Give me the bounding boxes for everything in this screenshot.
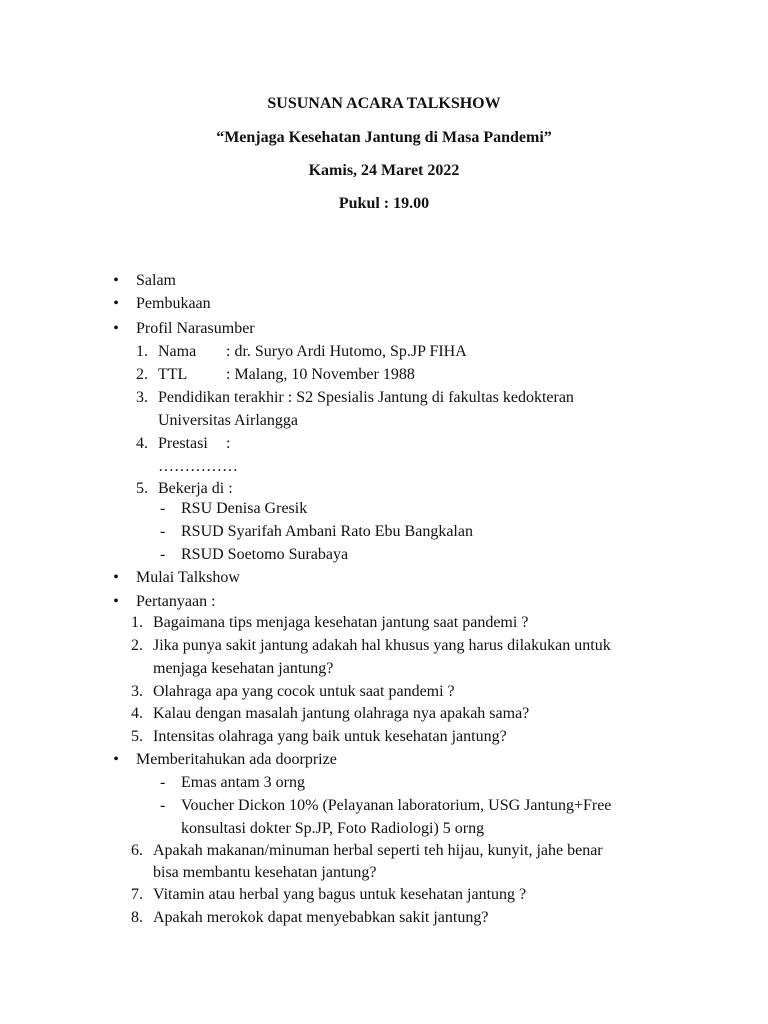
document-title: SUSUNAN ACARA TALKSHOW	[267, 95, 501, 112]
question-text: Jika punya sakit jantung adakah hal khusus yang harus dilakukan untuk	[153, 637, 611, 654]
profile-label: TTL	[158, 366, 188, 383]
event-time: Pukul : 19.00	[338, 195, 430, 212]
list-number: 4.	[131, 705, 143, 722]
question-text: Apakah makanan/minuman herbal seperti teh hijau, kunyit, jahe benar	[153, 842, 603, 859]
profile-label: Prestasi	[158, 435, 208, 452]
bullet-icon: •	[113, 593, 119, 610]
list-number: 4.	[136, 435, 148, 452]
list-number: 7.	[131, 886, 143, 903]
question-text: menjaga kesehatan jantung?	[153, 660, 334, 677]
agenda-item-label: Salam	[136, 272, 176, 289]
profile-value: ……………	[158, 458, 238, 475]
profile-colon: :	[226, 435, 231, 452]
prize-text: Voucher Dickon 10% (Pelayanan laboratorium, USG Jantung+Free	[181, 797, 612, 814]
question-text: Bagaimana tips menjaga kesehatan jantung saat pandemi ?	[153, 614, 529, 631]
question-text: Kalau dengan masalah jantung olahraga nya apakah sama?	[153, 705, 530, 722]
workplace-name: RSU Denisa Gresik	[181, 500, 308, 517]
agenda-item-label: Mulai Talkshow	[136, 569, 240, 586]
profile-text: Pendidikan terakhir : S2 Spesialis Jantung di fakultas kedokteran	[158, 389, 574, 406]
dash-marker: -	[160, 546, 166, 563]
workplace-name: RSUD Syarifah Ambani Rato Ebu Bangkalan	[181, 523, 473, 540]
list-number: 3.	[136, 389, 148, 406]
agenda-item-label: Profil Narasumber	[136, 320, 255, 337]
agenda-item-label: Memberitahukan ada doorprize	[136, 751, 337, 768]
dash-marker: -	[160, 500, 166, 517]
profile-label: Nama	[158, 343, 197, 360]
dash-marker: -	[160, 774, 166, 791]
bullet-icon: •	[113, 295, 119, 312]
list-number: 8.	[131, 909, 143, 926]
question-text: Olahraga apa yang cocok untuk saat pandemi ?	[153, 683, 455, 700]
dash-marker: -	[160, 523, 166, 540]
bullet-icon: •	[113, 569, 119, 586]
question-text: Apakah merokok dapat menyebabkan sakit jantung?	[153, 909, 489, 926]
agenda-item-label: Pembukaan	[136, 295, 211, 312]
prize-text: konsultasi dokter Sp.JP, Foto Radiologi) 5 orng	[181, 820, 485, 837]
workplace-name: RSUD Soetomo Surabaya	[181, 546, 349, 563]
list-number: 2.	[131, 637, 143, 654]
profile-label: Bekerja di :	[158, 480, 233, 497]
bullet-icon: •	[113, 320, 119, 337]
question-text: bisa membantu kesehatan jantung?	[153, 864, 377, 881]
list-number: 5.	[136, 480, 148, 497]
dash-marker: -	[160, 797, 166, 814]
question-text: Intensitas olahraga yang baik untuk kesehatan jantung?	[153, 728, 507, 745]
profile-text: Universitas Airlangga	[158, 412, 298, 429]
list-number: 2.	[136, 366, 148, 383]
agenda-item-label: Pertanyaan :	[136, 593, 216, 610]
bullet-icon: •	[113, 751, 119, 768]
prize-text: Emas antam 3 orng	[181, 774, 305, 791]
profile-value: : Malang, 10 November 1988	[226, 366, 415, 383]
list-number: 6.	[131, 842, 143, 859]
question-text: Vitamin atau herbal yang bagus untuk kesehatan jantung ?	[153, 886, 527, 903]
list-number: 3.	[131, 683, 143, 700]
profile-value: : dr. Suryo Ardi Hutomo, Sp.JP FIHA	[226, 343, 467, 360]
event-date: Kamis, 24 Maret 2022	[308, 162, 460, 179]
list-number: 1.	[131, 614, 143, 631]
list-number: 5.	[131, 728, 143, 745]
event-theme: “Menjaga Kesehatan Jantung di Masa Pandemi”	[216, 129, 552, 146]
bullet-icon: •	[113, 272, 119, 289]
list-number: 1.	[136, 343, 148, 360]
